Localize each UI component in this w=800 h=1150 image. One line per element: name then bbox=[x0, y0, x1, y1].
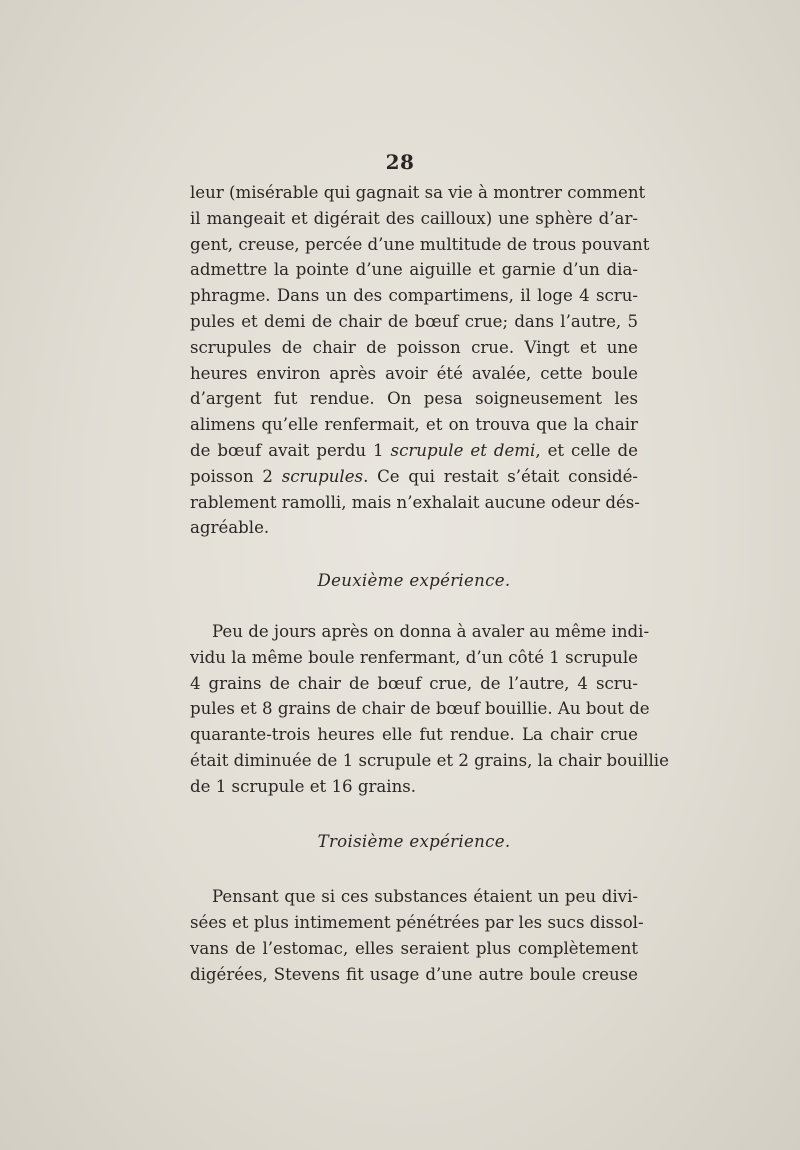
text-line: 4 grains de chair de bœuf crue, de l’autre, 4 scru- bbox=[190, 673, 638, 693]
text-run: poisson 2 bbox=[190, 466, 282, 486]
text-line bbox=[190, 438, 638, 464]
section-heading: Troisième expérience. bbox=[317, 831, 511, 851]
text-line: agréable. bbox=[190, 518, 270, 538]
section-heading: Deuxième expérience. bbox=[317, 571, 511, 591]
text-run: de bœuf avait perdu 1 bbox=[190, 440, 391, 460]
text-line: gent, creuse, percée d’une multitude de trous pouvant bbox=[190, 234, 650, 254]
page-number: 28 bbox=[385, 150, 415, 174]
text-line: heures environ après avoir été avalée, cette boule bbox=[190, 363, 638, 383]
text-line: d’argent fut rendue. On pesa soigneusement les bbox=[190, 389, 638, 409]
text-line: leur (misérable qui gagnait sa vie à montrer comment bbox=[190, 183, 646, 202]
text-line bbox=[190, 464, 638, 490]
text-line: quarante-trois heures elle fut rendue. La chair crue bbox=[190, 725, 638, 745]
text-line: de 1 scrupule et 16 grains. bbox=[190, 776, 417, 796]
text-line: digérées, Stevens fit usage d’une autre boule creuse bbox=[190, 964, 638, 984]
text-line: rablement ramolli, mais n’exhalait aucune odeur dés- bbox=[190, 492, 640, 512]
text-line: sées et plus intimement pénétrées par les sucs dissol- bbox=[190, 913, 644, 933]
text-run: , et celle de bbox=[535, 440, 638, 460]
text-line: alimens qu’elle renfermait, et on trouva que la chair bbox=[190, 415, 638, 435]
text-line: vans de l’estomac, elles seraient plus complètement bbox=[190, 938, 638, 958]
paragraph-2 bbox=[190, 619, 669, 800]
text-run: . Ce qui restait s’était considé- bbox=[363, 466, 638, 486]
text-line: Peu de jours après on donna à avaler au même indi- bbox=[212, 621, 650, 641]
text-line: il mangeait et digérait des cailloux) une sphère d’ar- bbox=[190, 208, 638, 228]
italic-text-run: scrupule et demi bbox=[390, 440, 536, 460]
italic-text-run: scrupules bbox=[281, 466, 364, 486]
text-line: Pensant que si ces substances étaient un peu divi- bbox=[212, 887, 638, 907]
text-line: était diminuée de 1 scrupule et 2 grains, la chair bouillie bbox=[190, 750, 669, 770]
text-line: admettre la pointe d’une aiguille et garnie d’un dia- bbox=[190, 260, 638, 280]
paragraph-3 bbox=[190, 884, 644, 987]
text-line: pules et 8 grains de chair de bœuf bouillie. Au bout de bbox=[190, 699, 650, 719]
page-body bbox=[190, 180, 669, 988]
paragraph-1 bbox=[190, 180, 650, 541]
text-line: pules et demi de chair de bœuf crue; dans l’autre, 5 bbox=[190, 311, 638, 331]
text-line: vidu la même boule renfermant, d’un côté 1 scrupule bbox=[190, 647, 638, 667]
text-line: phragme. Dans un des compartimens, il loge 4 scru- bbox=[190, 286, 638, 306]
text-line: scrupules de chair de poisson crue. Vingt et une bbox=[190, 337, 638, 357]
